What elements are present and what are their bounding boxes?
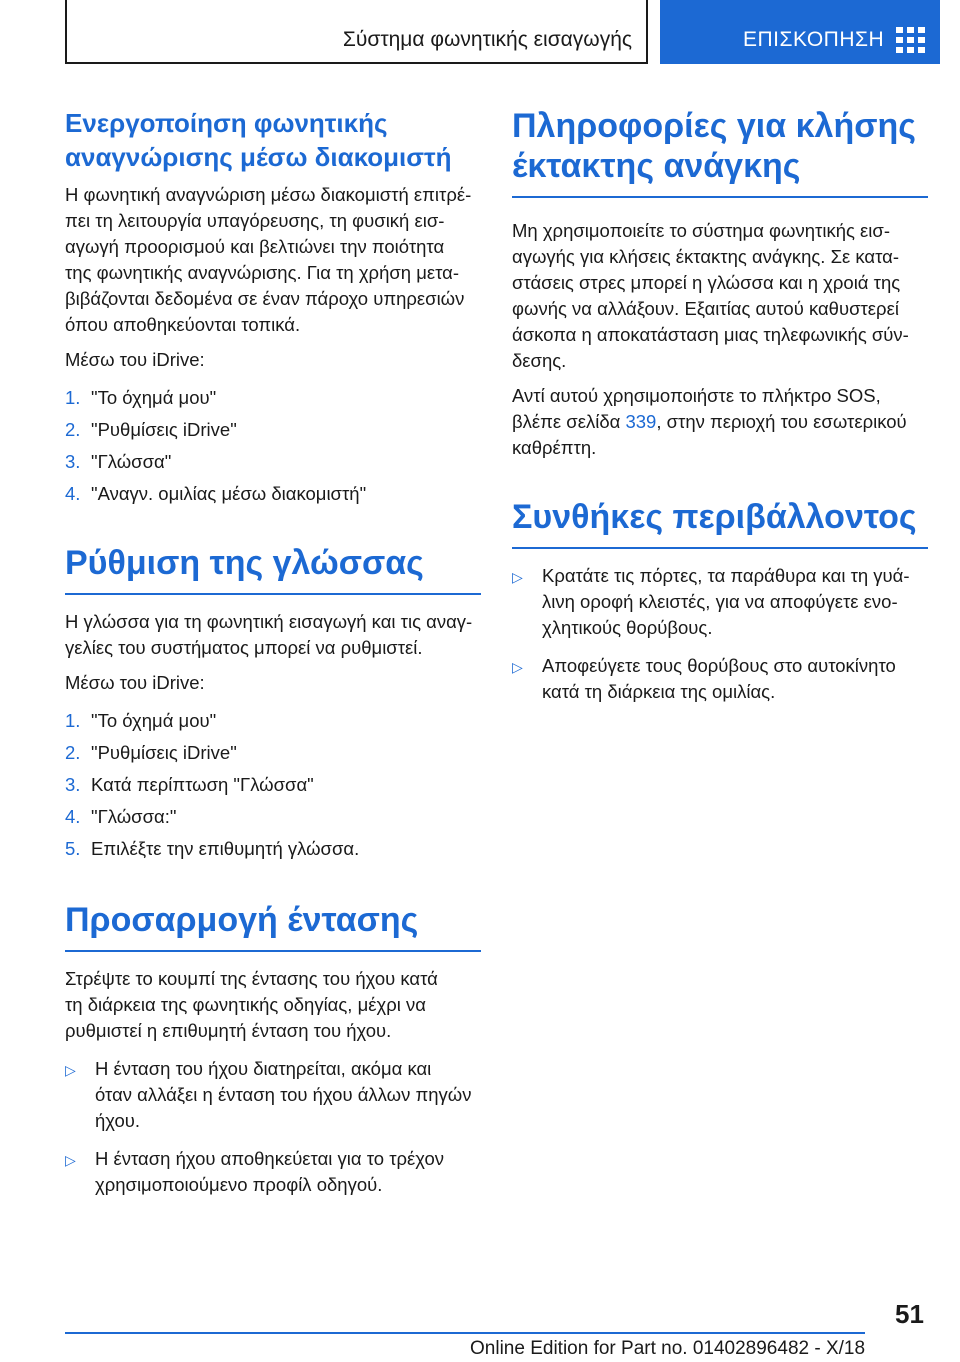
paragraph-volume-intro: Στρέψτε το κουμπί της έντασης του ήχου κατά τη διάρκεια της φωνητικής οδηγίας, μέχρι να ρυθμιστεί η επιθυμητή ένταση του ήχου.	[65, 968, 438, 1041]
page-link[interactable]: 339	[625, 411, 657, 432]
bullet-list	[512, 563, 928, 705]
triangle-bullet-icon: ▷	[65, 1152, 76, 1168]
paragraph-sos: Αντί αυτού χρησιμοποιήστε το πλήκτρο SOS, βλέπε σελίδα 339, στην περιοχή του εσωτερικού καθρέπτη.	[512, 385, 907, 458]
heading-language-setting: Ρύθμιση της γλώσσας	[65, 544, 424, 582]
section-label[interactable]: ΕΠΙΣΚΟΠΗΣΗ	[743, 28, 885, 51]
list-item: ▷ Η ένταση ήχου αποθηκεύεται για το τρέχον χρησιμοποιούμενο προφίλ οδηγού.	[65, 1148, 445, 1195]
triangle-bullet-icon: ▷	[512, 569, 523, 585]
list-item: ▷ Η ένταση του ήχου διατηρείται, ακόμα και όταν αλλάξει η ένταση του ήχου άλλων πηγών ήχου.	[65, 1058, 472, 1131]
list-item: 3. "Γλώσσα"	[65, 451, 172, 472]
bullet-list	[65, 1056, 481, 1198]
edition-text: Online Edition for Part no. 01402896482 - X/18	[470, 1338, 866, 1359]
list-item: 4. "Αναγν. ομιλίας μέσω διακομιστή"	[65, 483, 367, 504]
page-number: 51	[895, 1299, 924, 1329]
list-item: 5. Επιλέξτε την επιθυμητή γλώσσα.	[65, 838, 360, 859]
list-item: 1. "Το όχημά μου"	[65, 710, 217, 731]
heading-emergency-calls: Πληροφορίες για κλήσης έκτακτης ανάγκης	[512, 107, 916, 185]
paragraph-emergency-intro: Μη χρησιμοποιείτε το σύστημα φωνητικής εισ‐ αγωγής για κλήσεις έκτακτης ανάγκης. Σε κατα‐ στάσεις στρες μπορεί η γλώσσα και η χροιά της φωνής να αλλάξουν. Εξαιτίας αυτού καθυστερεί άσκοπα η αποκατάσταση μιας τηλεφωνικής σύν‐ δεσης.	[512, 220, 909, 371]
list-item: 1. "Το όχημά μου"	[65, 387, 217, 408]
list-item: 3. Κατά περίπτωση "Γλώσσα"	[65, 774, 314, 795]
steps-list	[65, 385, 481, 507]
paragraph-server-intro: Η φωνητική αναγνώριση μέσω διακομιστή επιτρέ‐ πει τη λειτουργία υπαγόρευσης, τη φυσική εισ‐ αγωγή προορισμού και βελτιώνει την ποιότητα της φωνητικής αναγνώρισης. Για τη χρήση μετα‐ βιβάζονται δεδομένα σε έναν πάροχο υπηρεσιών όπου αποθηκεύονται τοπικά.	[65, 184, 472, 335]
footer-divider	[65, 1332, 865, 1334]
via-idrive-text: Μέσω του iDrive:	[65, 349, 205, 370]
grid-icon[interactable]	[896, 27, 925, 53]
triangle-bullet-icon: ▷	[65, 1062, 76, 1078]
via-idrive-text: Μέσω του iDrive:	[65, 672, 205, 693]
list-item: 4. "Γλώσσα:"	[65, 806, 177, 827]
header-section-box[interactable]	[660, 0, 940, 64]
heading-server-voice-recognition: Ενεργοποίηση φωνητικής αναγνώρισης μέσω διακομιστή	[65, 108, 452, 172]
list-item: 2. "Ρυθμίσεις iDrive"	[65, 742, 237, 763]
left-column	[65, 106, 481, 1198]
steps-list	[65, 708, 481, 862]
paragraph-language-intro: Η γλώσσα για τη φωνητική εισαγωγή και τις αναγ‐ γελίες του συστήματος μπορεί να ρυθμιστεί.	[65, 611, 473, 658]
list-item: ▷ Κρατάτε τις πόρτες, τα παράθυρα και τη γυά‐ λινη οροφή κλειστές, για να αποφύγετε ενο‐ χλητικούς θορύβους.	[512, 565, 910, 638]
right-column	[512, 106, 928, 705]
list-item: ▷ Αποφεύγετε τους θορύβους στο αυτοκίνητο κατά τη διάρκεια της ομιλίας.	[512, 655, 896, 702]
header-chapter-box	[65, 0, 648, 64]
heading-volume-adjust: Προσαρμογή έντασης	[65, 901, 419, 939]
list-item: 2. "Ρυθμίσεις iDrive"	[65, 419, 237, 440]
chapter-title: Σύστημα φωνητικής εισαγωγής	[342, 28, 632, 51]
triangle-bullet-icon: ▷	[512, 659, 523, 675]
heading-environment-conditions: Συνθήκες περιβάλλοντος	[512, 498, 917, 536]
